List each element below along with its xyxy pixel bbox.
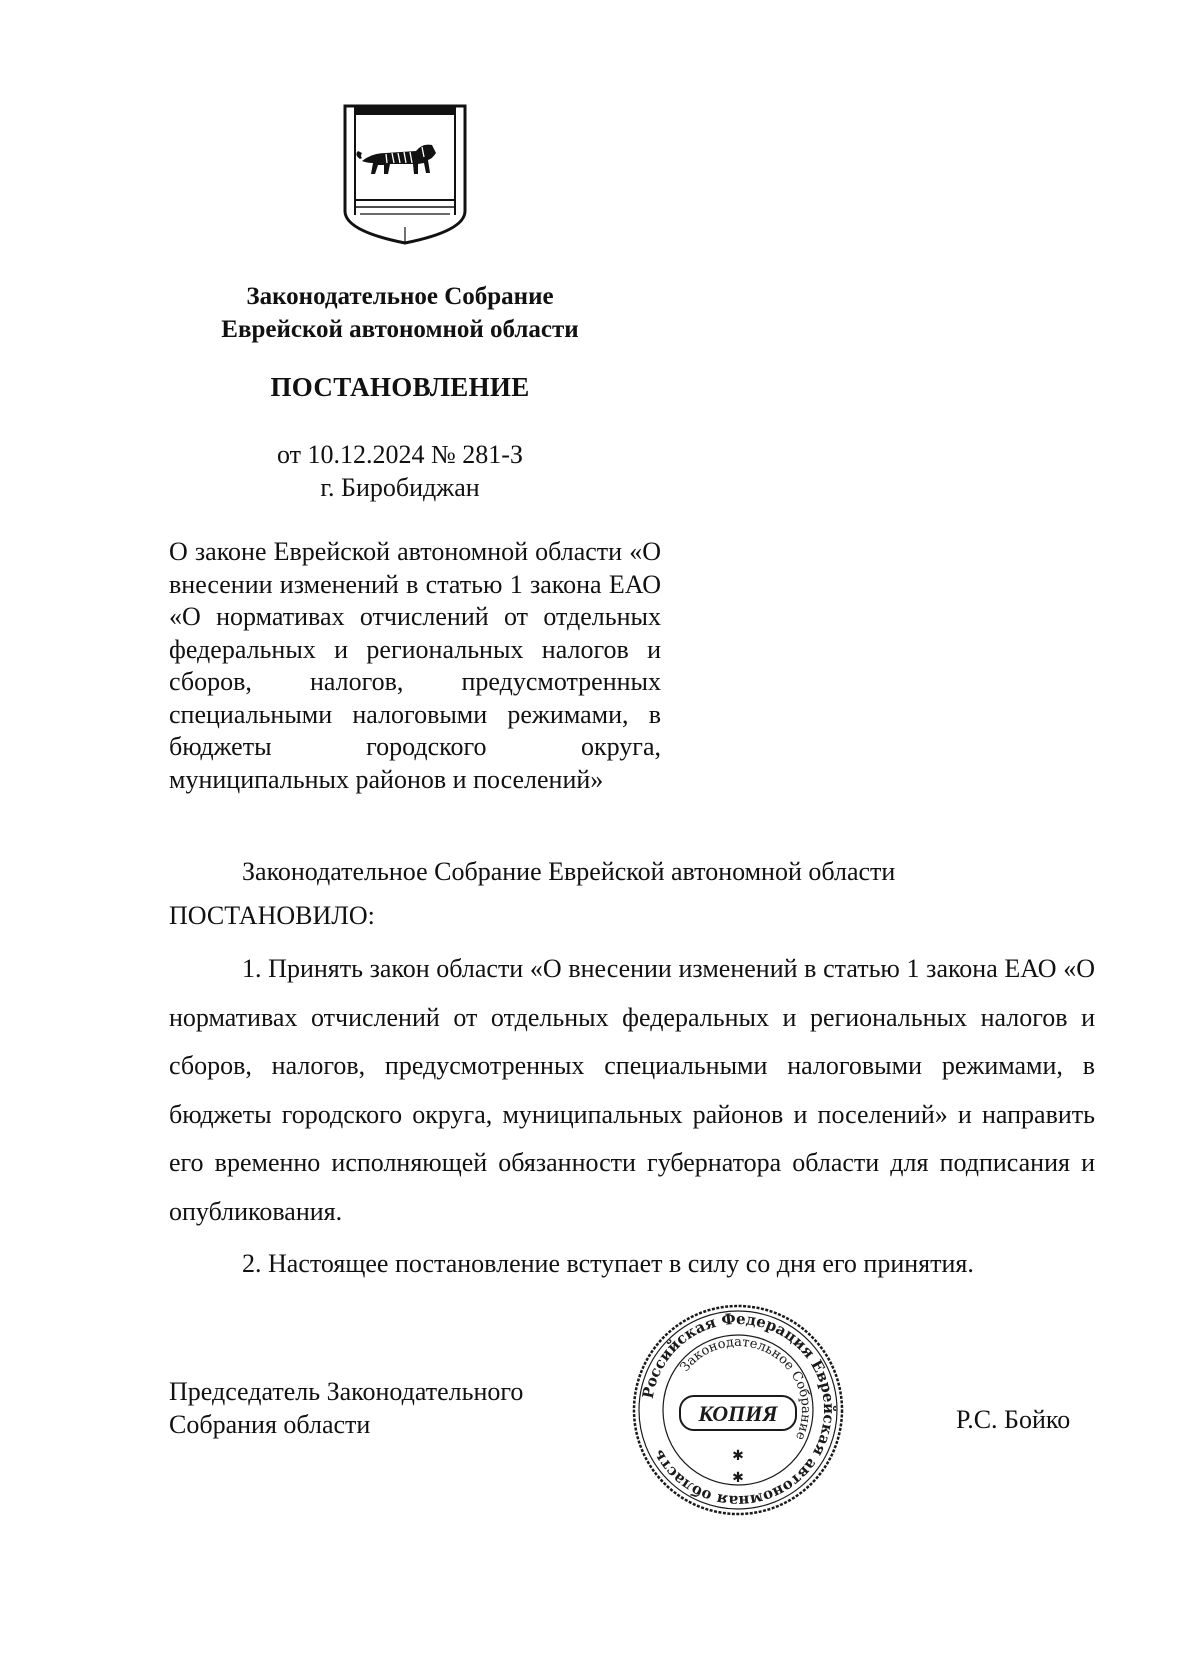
resolution-item-1: 1. Принять закон области «О внесении изменений в статью 1 закона ЕАО «О нормативах отчислений от отдельных федеральных и региональных налогов и сборов, налогов, предусмотренных специальными налоговыми режимами, в бюджеты городского округа, муниципальных районов и поселений» и направить его временно исполняющей обязанности губернатора области для подписания и опубликования.: [169, 954, 1095, 1226]
document-type-title: ПОСТАНОВЛЕНИЕ: [270, 372, 530, 402]
coat-of-arms-icon: [342, 103, 468, 247]
city-line: г. Биробиджан: [320, 473, 480, 502]
organization-name-line1: Законодательное Собрание: [246, 283, 554, 310]
subject-block: [169, 536, 661, 796]
resolution-body: [169, 945, 1095, 1289]
resolved-heading: ПОСТАНОВИЛО:: [169, 901, 375, 930]
signatory-name: Р.С. Бойко: [956, 1405, 1071, 1434]
date-number-line: от 10.12.2024 № 281-З: [276, 440, 523, 469]
subject-text: О законе Еврейской автономной области «О внесении изменений в статью 1 закона ЕАО «О нормативах отчислений от отдельных федеральных и региональных налогов и сборов, налогов, предусмотренных специальными налоговыми режимами, в бюджеты городского округа, муниципальных районов и поселений»: [169, 537, 661, 794]
preamble-text: Законодательное Собрание Еврейской автономной области: [242, 857, 896, 886]
signatory-position-line2: Собрания области: [169, 1410, 371, 1439]
stamp-outer-text: Российская Федерация Еврейская автономная область: [638, 1309, 839, 1511]
resolution-item-2: 2. Настоящее постановление вступает в силу со дня его принятия.: [242, 1249, 974, 1278]
signatory-position: [169, 1375, 523, 1441]
stamp-star-icon: ✱: [732, 1470, 744, 1486]
stamp-inner-text: Законодательное Собрание: [677, 1334, 814, 1443]
stamp-star-icon: ✱: [732, 1448, 744, 1464]
stamp-copy-label: КОПИЯ: [698, 1401, 778, 1426]
organization-name-line2: Еврейской автономной области: [221, 316, 579, 343]
signatory-position-line1: Председатель Законодательного: [169, 1377, 524, 1406]
official-stamp: [628, 1300, 848, 1520]
